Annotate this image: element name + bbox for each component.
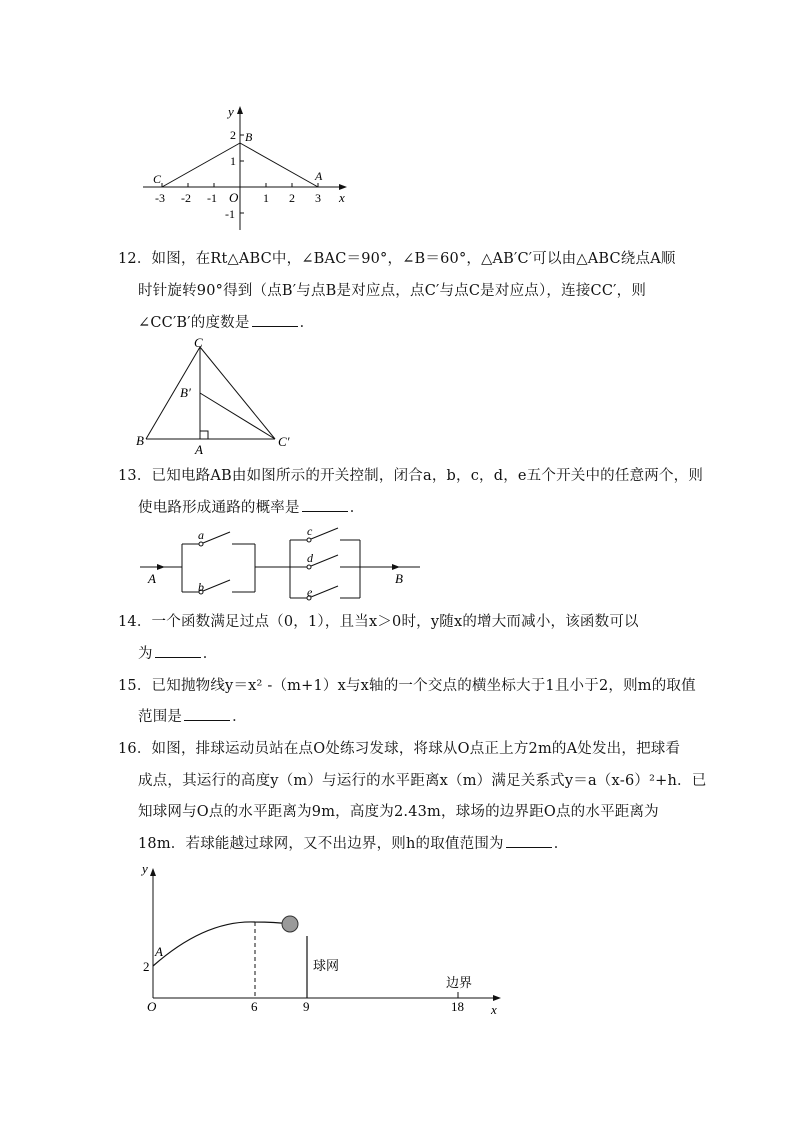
q12-line-3-end: ．: [299, 315, 315, 331]
x-axis-label: x: [339, 190, 345, 205]
terminal-label-b: B: [395, 571, 403, 586]
x-tick-label: 18: [451, 999, 464, 1014]
x-axis-arrow: [493, 995, 501, 1001]
q16-line-1: 16．如图，排球运动员站在点O处练习发球，将球从O点正上方2m的A处发出，把球看: [118, 741, 681, 757]
switch-label-b: b: [198, 580, 204, 594]
boundary-label: 边界: [446, 975, 473, 990]
terminal-label-a: A: [148, 571, 156, 586]
coordinate-figure: [135, 100, 365, 235]
volleyball-figure: [135, 858, 515, 1023]
switch-label-c: c: [307, 524, 313, 538]
q16-line-4-text: 18m．若球能越过球网，又不出边界，则h的取值范围为: [138, 836, 504, 852]
vertex-label-b-prime: B′: [180, 385, 191, 400]
ball: [282, 916, 298, 932]
y-tick-label: -1: [225, 207, 235, 221]
triangle-figure: [130, 335, 300, 455]
q15-line-1: 15．已知抛物线y＝x² ‐（m+1）x与x轴的一个交点的横坐标大于1且小于2，则m的取值: [118, 678, 696, 694]
q14-line-2: [138, 644, 217, 664]
answer-blank[interactable]: [302, 499, 348, 512]
net-label: 球网: [313, 958, 340, 973]
answer-blank[interactable]: [184, 708, 230, 721]
segment-ba: [240, 143, 318, 187]
ball-trajectory: [153, 922, 290, 966]
y-axis-arrow: [150, 868, 156, 876]
q14-line-1: 14．一个函数满足过点（0，1），且当x＞0时，y随x的增大而减小，该函数可以: [118, 614, 639, 630]
y-tick-label: 2: [230, 128, 236, 142]
circuit-figure: [135, 522, 435, 612]
q15-line-2: [138, 707, 247, 727]
q13-line-1: 13．已知电路AB由如图所示的开关控制，闭合a，b，c，d，e五个开关中的任意两个，则: [118, 468, 704, 484]
answer-blank[interactable]: [155, 645, 201, 658]
point-label-b: B: [245, 130, 253, 144]
q14-line-2-text: 为: [138, 646, 153, 662]
switch-label-e: e: [307, 585, 313, 599]
q16-line-2: 成点，其运行的高度y（m）与运行的水平距离x（m）满足关系式y＝a（x‐6）²+h．已: [138, 773, 707, 789]
q16-line-4-end: ．: [553, 836, 569, 852]
q13-line-2-text: 使电路形成通路的概率是: [138, 500, 300, 516]
vertex-label-b: B: [136, 433, 144, 448]
point-label-a: A: [155, 944, 163, 959]
y-axis-label: y: [142, 861, 148, 876]
point-label-a: A: [315, 169, 323, 183]
y-value-label: 2: [143, 959, 150, 974]
q13-line-2: [138, 498, 364, 518]
q13-line-2-end: ．: [349, 500, 365, 516]
answer-blank[interactable]: [506, 835, 552, 848]
y-axis-label: y: [228, 104, 234, 119]
q12-line-1: 12．如图，在Rt△ABC中，∠BAC＝90°，∠B＝60°，△AB′C′可以由△ABC绕点A顺: [118, 251, 676, 267]
y-tick-label: 1: [230, 154, 236, 168]
q15-line-2-end: ．: [232, 709, 247, 725]
y-axis-arrow: [237, 106, 243, 114]
vertex-label-c-prime: C′: [278, 434, 290, 449]
x-tick-label: -1: [207, 191, 217, 205]
vertex-label-c: C: [194, 335, 203, 350]
q16-line-4: [138, 834, 568, 854]
q12-line-2: 时针旋转90°得到（点B′与点B是对应点，点C′与点C是对应点），连接CC′，则: [138, 283, 647, 299]
x-axis-label: x: [491, 1002, 497, 1017]
segment-cb: [162, 143, 240, 187]
q14-line-2-end: ．: [202, 646, 218, 662]
x-tick-label: -3: [155, 191, 165, 205]
q15-line-2-text: 范围是: [138, 709, 183, 725]
x-tick-label: 1: [263, 191, 269, 205]
x-tick-label: 9: [303, 999, 310, 1014]
answer-blank[interactable]: [252, 314, 298, 327]
q16-line-3: 知球网与O点的水平距离为9m，高度为2.43m，球场的边界距O点的水平距离为: [138, 804, 659, 820]
origin-label: O: [229, 190, 239, 205]
switch-label-a: a: [198, 528, 204, 542]
vertex-label-a: A: [195, 442, 203, 455]
point-label-c: C: [153, 172, 162, 186]
x-tick-label: 6: [251, 999, 258, 1014]
x-tick-label: -2: [181, 191, 191, 205]
q12-line-3-text: ∠CC′B′的度数是: [138, 315, 250, 331]
q12-line-3: [138, 313, 314, 333]
x-tick-label: 3: [315, 191, 321, 205]
switch-label-d: d: [307, 551, 313, 565]
x-tick-label: 2: [289, 191, 295, 205]
origin-label: O: [147, 999, 157, 1014]
